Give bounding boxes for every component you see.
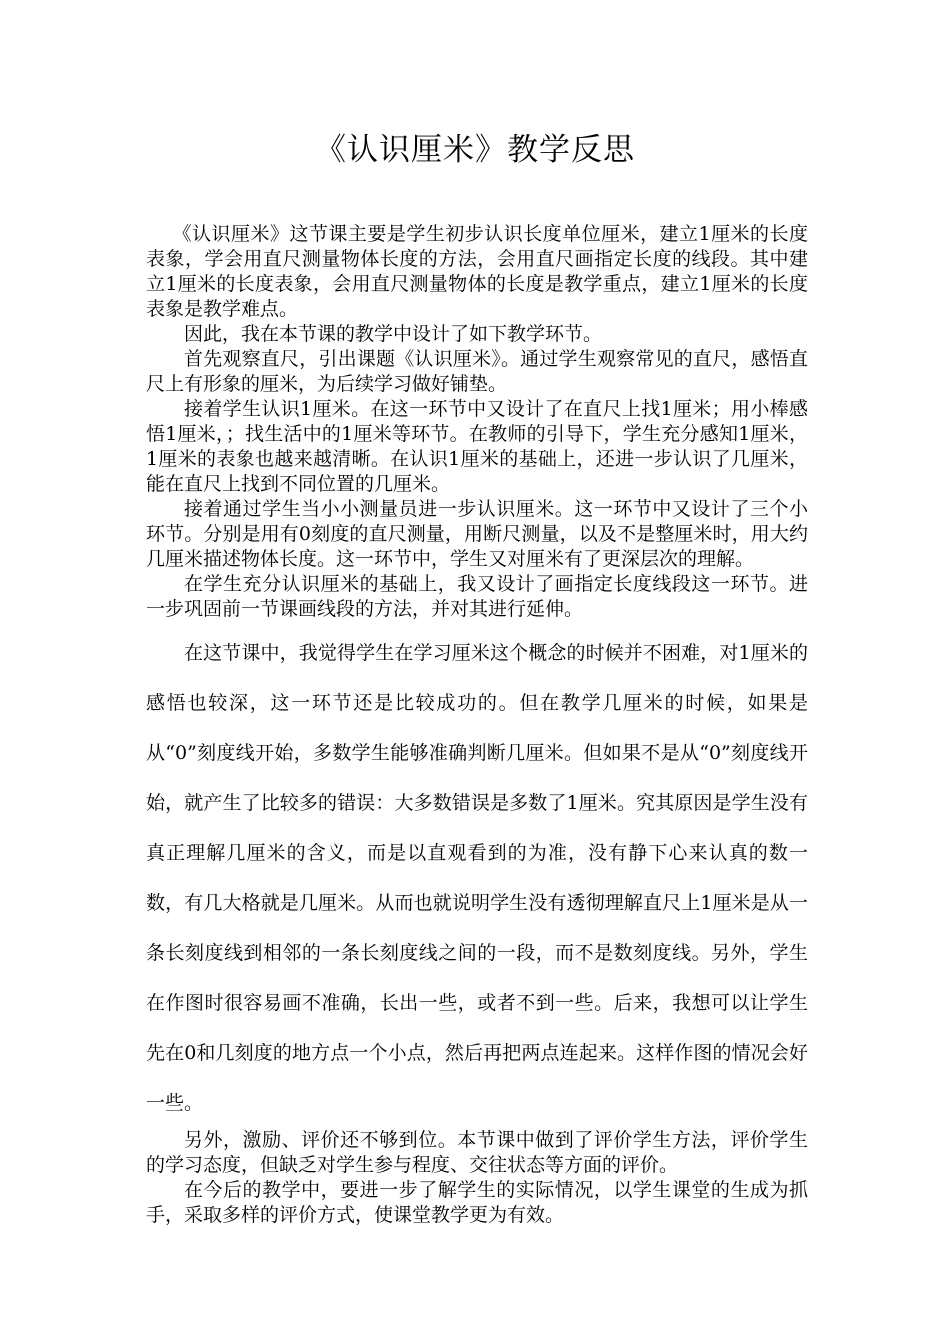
document-body — [146, 222, 808, 1228]
document-title: 《认识厘米》教学反思 — [315, 132, 635, 168]
paragraph-evaluation: 另外，激励、评价还不够到位。本节课中做到了评价学生方法，评价学生的学习态度，但缺乏对学生参与程度、交往状态等方面的评价。 — [146, 1129, 808, 1176]
paragraph-future: 在今后的教学中，要进一步了解学生的实际情况，以学生课堂的生成为抓手，采取多样的评价方式，使课堂教学更为有效。 — [146, 1179, 808, 1226]
paragraph-know-1cm: 接着学生认识1厘米。在这一环节中又设计了在直尺上找1厘米；用小棒感悟1厘米，；找生活中的1厘米等环节。在教师的引导下，学生充分感知1厘米，1厘米的表象也越来越清晰。在认识1厘米的基础上，还进一步认识了几厘米，能在直尺上找到不同位置的几厘米。 — [146, 398, 808, 495]
paragraph-intro: 《认识厘米》这节课主要是学生初步认识长度单位厘米，建立1厘米的长度表象，学会用直尺测量物体长度的方法，会用直尺画指定长度的线段。其中建立1厘米的长度表象，会用直尺测量物体的长度是教学重点，建立1厘米的长度表象是教学难点。 — [146, 223, 808, 320]
paragraph-measurer: 接着通过学生当小小测量员进一步认识厘米。这一环节中又设计了三个小环节。分别是用有0刻度的直尺测量，用断尺测量，以及不是整厘米时，用大约几厘米描述物体长度。这一环节中，学生又对厘米有了更深层次的理解。 — [146, 498, 808, 570]
paragraph-draw-segment: 在学生充分认识厘米的基础上，我又设计了画指定长度线段这一环节。进一步巩固前一节课画线段的方法，并对其进行延伸。 — [146, 573, 808, 620]
paragraph-observe-ruler: 首先观察直尺，引出课题《认识厘米》。通过学生观察常见的直尺，感悟直尺上有形象的厘米，为后续学习做好铺垫。 — [146, 348, 808, 395]
paragraph-reflection: 在这节课中，我觉得学生在学习厘米这个概念的时候并不困难，对1厘米的感悟也较深，这一环节还是比较成功的。但在教学几厘米的时候，如果是从“0”刻度线开始，多数学生能够准确判断几厘米。但如果不是从“0”刻度线开始，就产生了比较多的错误：大多数错误是多数了1厘米。究其原因是学生没有真正理解几厘米的含义，而是以直观看到的为准，没有静下心来认真的数一数，有几大格就是几厘米。从而也就说明学生没有透彻理解直尺上1厘米是从一条长刻度线到相邻的一条长刻度线之间的一段，而不是数刻度线。另外，学生在作图时很容易画不准确，长出一些，或者不到一些。后来，我想可以让学生先在0和几刻度的地方点一个小点，然后再把两点连起来。这样作图的情况会好一些。 — [146, 642, 808, 1114]
paragraph-design: 因此，我在本节课的教学中设计了如下教学环节。 — [184, 323, 603, 345]
